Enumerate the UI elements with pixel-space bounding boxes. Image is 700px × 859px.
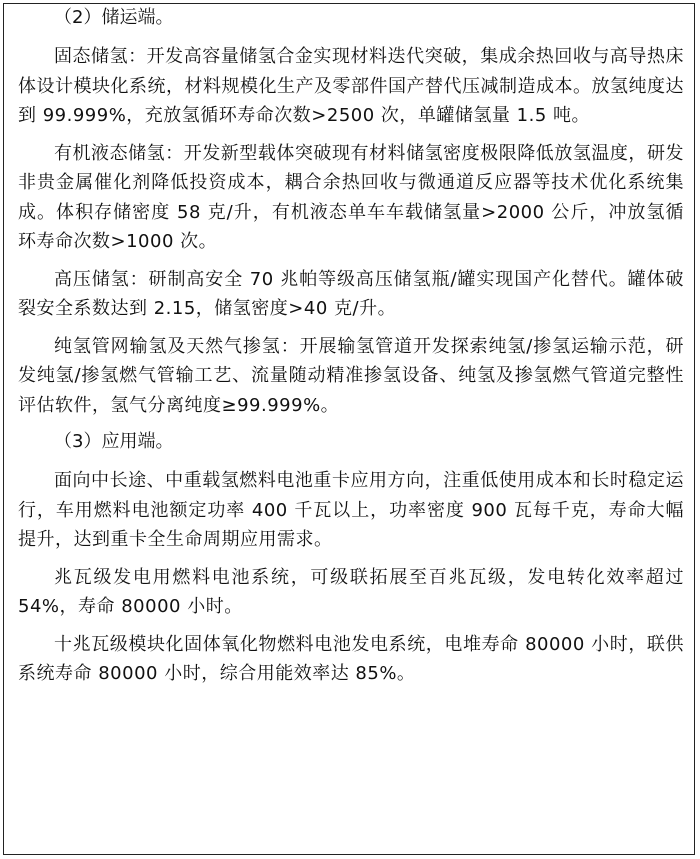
paragraph-organic-liquid-storage: 有机液态储氢：开发新型载体突破现有材料储氢密度极限降低放氢温度，研发非贵金属催化剂降低投资成本，耦合余热回收与微通道反应器等技术优化系统集成。体积存储密度 58 克/升，有机液态单车车载储氢量>2000 公斤，冲放氢循环寿命次数>1000 次。	[18, 142, 684, 252]
text-box-content	[18, 4, 684, 697]
section-heading-storage: （2）储运端。	[54, 7, 174, 28]
paragraph-sofc-system: 十兆瓦级模块化固体氧化物燃料电池发电系统，电堆寿命 80000 小时，联供系统寿命 80000 小时，综合用能效率达 85%。	[18, 633, 684, 684]
paragraph-megawatt-fuel-cell: 兆瓦级发电用燃料电池系统，可级联拓展至百兆瓦级，发电转化效率超过 54%，寿命 80000 小时。	[18, 566, 684, 617]
section-heading-application: （3）应用端。	[54, 431, 174, 452]
paragraph-heavy-truck: 面向中长途、中重载氢燃料电池重卡应用方向，注重低使用成本和长时稳定运行，车用燃料电池额定功率 400 千瓦以上，功率密度 900 瓦每千克，寿命大幅提升，达到重卡全生命周期应用需求。	[18, 470, 684, 550]
paragraph-pipeline-transport: 纯氢管网输氢及天然气掺氢：开展输氢管道开发探索纯氢/掺氢运输示范，研发纯氢/掺氢燃气管输工艺、流量随动精准掺氢设备、纯氢及掺氢燃气管道完整性评估软件，氢气分离纯度≥99.999%。	[18, 335, 684, 416]
paragraph-solid-storage: 固态储氢：开发高容量储氢合金实现材料迭代突破，集成余热回收与高导热床体设计模块化系统，材料规模化生产及零部件国产替代压减制造成本。放氢纯度达到 99.999%，充放氢循环寿命次数>2500 次，单罐储氢量 1.5 吨。	[18, 46, 684, 126]
paragraph-high-pressure-storage: 高压储氢：研制高安全 70 兆帕等级高压储氢瓶/罐实现国产化替代。罐体破裂安全系数达到 2.15，储氢密度>40 克/升。	[18, 268, 684, 319]
